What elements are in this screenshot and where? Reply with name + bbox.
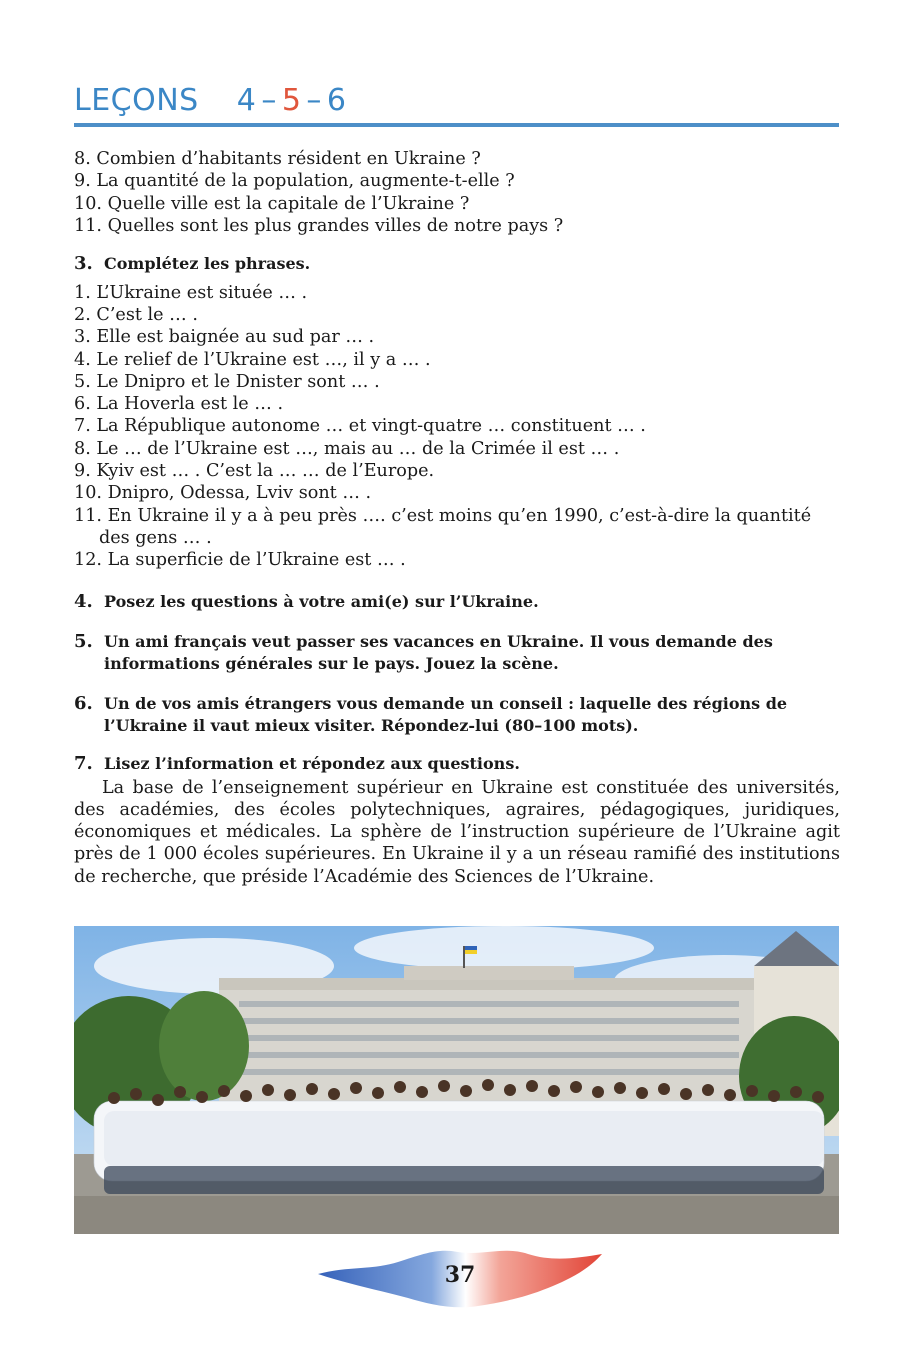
exercise-instruction: Un de vos amis étrangers vous demande un conseil : laquelle des régions de l’Ukraine il vaut mieux visiter. Répondez-lui (80–100 mots). (104, 694, 788, 735)
exercise-number: 5. (74, 631, 93, 653)
lesson-number-6: 6 (326, 83, 347, 118)
exercise-5-heading (74, 631, 840, 674)
exercise-instruction: Un ami français veut passer ses vacances en Ukraine. Il vous demande des informations générales sur le pays. Jouez la scène. (104, 632, 773, 673)
exercise-6-heading (74, 693, 840, 736)
list-item: 10. Dnipro, Odessa, Lviv sont … . (74, 483, 372, 504)
exercise-3-heading (74, 253, 840, 275)
list-item: 6. La Hoverla est le … . (74, 394, 284, 415)
exercise-number: 4. (74, 590, 93, 612)
list-item: 8. Combien d’habitants résident en Ukraine ? (74, 149, 481, 169)
list-item: 10. Quelle ville est la capitale de l’Ukraine ? (74, 193, 470, 214)
lesson-number-5: 5 (281, 83, 302, 118)
group-photo-illustration (74, 926, 839, 1234)
list-item: 5. Le Dnipro et le Dnister sont … . (74, 371, 380, 392)
lesson-separator: – (306, 83, 322, 118)
list-item: 8. Le … de l’Ukraine est …, mais au … de la Crimée il est … . (74, 438, 620, 459)
lesson-separator: – (261, 83, 277, 118)
header-rule (74, 123, 839, 127)
page-header (74, 82, 839, 128)
page-number: 37 (444, 1262, 476, 1288)
exercise-number: 7. (74, 753, 93, 775)
reading-paragraph: La base de l’enseignement supérieur en Ukraine est constituée des universités, des académies, des écoles polytechniques, agraires, pédagogiques, juridiques, économiques et médicales. La sphère de l’instruction supérieure de l’Ukraine agit près de 1 000 écoles supérieures. En Ukraine il y a un réseau ramifié des institutions de recherche, que préside l’Académie des Sciences de l’Ukraine. (74, 777, 840, 887)
exercise-7-heading (74, 753, 840, 775)
list-item: 4. Le relief de l’Ukraine est …, il y a … . (74, 349, 431, 370)
lesson-title (74, 82, 839, 120)
exercise-4-heading (74, 591, 840, 613)
lesson-title-word: LEÇONS (74, 83, 199, 118)
sentence-list (74, 282, 840, 572)
exercise-number: 3. (74, 253, 93, 275)
list-item: 2. C’est le … . (74, 304, 198, 325)
list-item: 9. La quantité de la population, augmente-t-elle ? (74, 171, 515, 192)
exercise-instruction: Posez les questions à votre ami(e) sur l’Ukraine. (104, 591, 539, 611)
list-item: 1. L’Ukraine est située … . (74, 282, 308, 303)
list-item: 12. La superficie de l’Ukraine est … . (74, 550, 406, 571)
exercise-number: 6. (74, 693, 93, 715)
list-item: 11. En Ukraine il y a à peu près …. c’est moins qu’en 1990, c’est-à-dire la quantité des gens … . (74, 505, 812, 548)
page-content (74, 148, 840, 888)
exercise-instruction: Lisez l’information et répondez aux questions. (104, 754, 520, 774)
exercise-instruction: Complétez les phrases. (104, 254, 311, 274)
page-footer (318, 1240, 602, 1316)
list-item: 7. La République autonome … et vingt-quatre … constituent … . (74, 416, 646, 437)
list-item: 11. Quelles sont les plus grandes villes de notre pays ? (74, 215, 564, 236)
question-list (74, 148, 840, 237)
lesson-number-4: 4 (236, 83, 257, 118)
list-item: 3. Elle est baignée au sud par … . (74, 327, 375, 348)
group-photo (74, 926, 839, 1234)
list-item: 9. Kyiv est … . C’est la … … de l’Europe. (74, 461, 435, 482)
